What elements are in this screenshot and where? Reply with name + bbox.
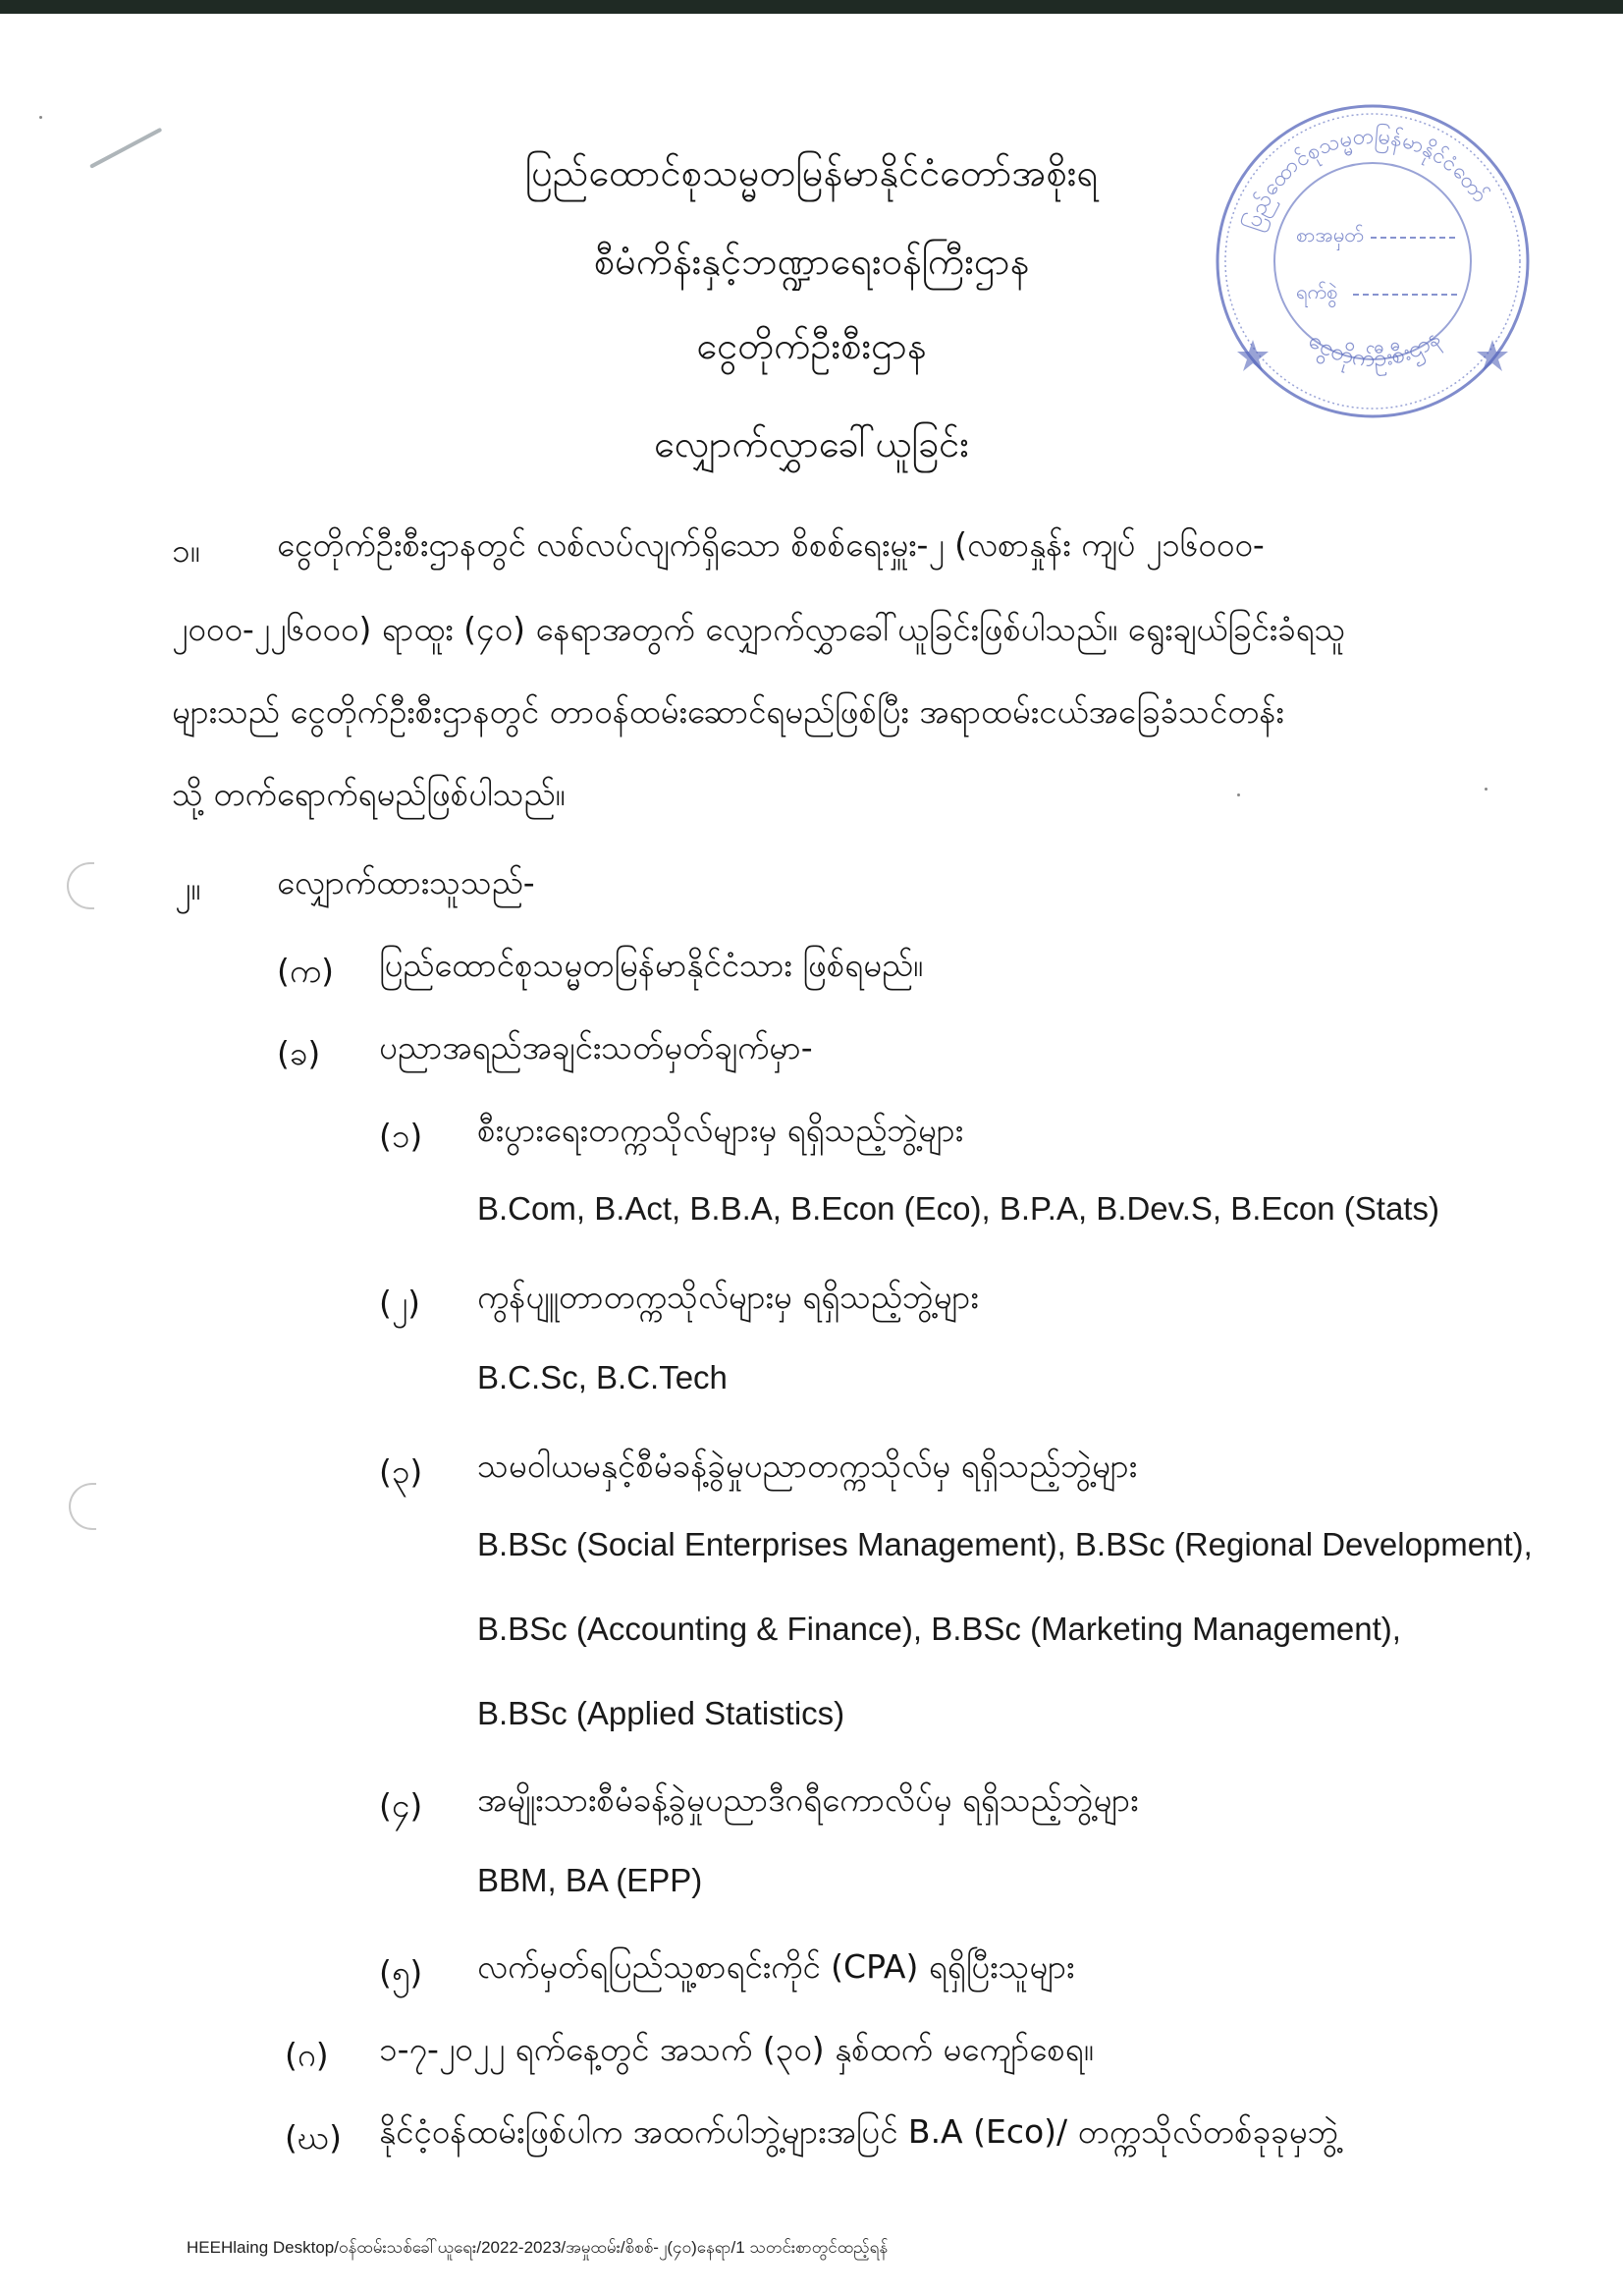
header-ministry: စီမံကိန်းနှင့်ဘဏ္ဍာရေးဝန်ကြီးဌာန [593,240,1030,283]
scan-speck [39,116,42,119]
seal-field-date: ရက်စွဲ [1296,280,1338,303]
item-b-text: ပညာအရည်အချင်းသတ်မှတ်ချက်မှာ- [379,1028,813,1066]
para1-line2: ၂၀၀၀-၂၂၆၀၀၀) ရာထူး (၄၀) နေရာအတွက် လျှောက်လွှာခေါ်ယူခြင်းဖြစ်ပါသည်။ ရွေးချယ်ခြင်းခံရသူ [172,610,1346,648]
item-c-label: (ဂ) [285,2036,329,2074]
item-c-text: ၁-၇-၂၀၂၂ ရက်နေ့တွင် အသက် (၃၀) နှစ်ထက် မကျော်စေရ။ [379,2030,1094,2068]
header-subject: လျှောက်လွှာခေါ်ယူခြင်း [654,422,969,465]
para2-number: ၂။ [175,869,201,907]
para1-line4: သို့ တက်ရောက်ရမည်ဖြစ်ပါသည်။ [172,775,566,813]
item-b1-text: စီးပွားရေးတက္ကသိုလ်များမှ ရရှိသည့်ဘွဲ့များ [477,1111,964,1149]
seal-field-ref: စာအမှတ် [1296,223,1364,246]
header-government: ပြည်ထောင်စုသမ္မတမြန်မာနိုင်ငံတော်အစိုးရ [524,151,1099,194]
item-b5-text: လက်မှတ်ရပြည်သူ့စာရင်းကိုင် (CPA) ရရှိပြီးသူများ [477,1947,1075,1986]
footer-file-path: HEEHlaing Desktop/ဝန်ထမ်းသစ်ခေါ်ယူရေး/2022-2023/အမှုထမ်း/စိစစ်-၂(၄၀)နေရာ/1 သတင်းစာတွင်ထည့်ရန် [187,2238,889,2257]
seal-ring-bottom-text: ငွေတိုက်ဦးစီးဌာန [1303,323,1446,373]
item-a-label: (က) [277,952,335,990]
item-a-text: ပြည်ထောင်စုသမ္မတမြန်မာနိုင်ငံသား ဖြစ်ရမည်။ [379,946,923,984]
para1-line1: ငွေတိုက်ဦးစီးဌာနတွင် လစ်လပ်လျက်ရှိသော စိစစ်ရေးမှူး-၂ (လစာနှုန်း ကျပ် ၂၁၆၀၀၀- [277,525,1265,564]
item-b4-degrees: BBM, BA (EPP) [477,1862,703,1898]
item-b1-degrees: B.Com, B.Act, B.B.A, B.Econ (Eco), B.P.A, B.Dev.S, B.Econ (Stats) [477,1190,1439,1227]
item-d-text: နိုင်ငံ့ဝန်ထမ်းဖြစ်ပါက အထက်ပါဘွဲ့များအပြင် B.A (Eco)/ တက္ကသိုလ်တစ်ခုခုမှဘွဲ့ [379,2112,1339,2151]
item-b4-text: အမျိုးသားစီမံခန့်ခွဲမှုပညာဒီဂရီကောလိပ်မှ ရရှိသည့်ဘွဲ့များ [477,1780,1139,1819]
item-b3-degrees-line1: B.BSc (Social Enterprises Management), B.BSc (Regional Development), [477,1526,1533,1562]
seal-ring-top-text: ပြည်ထောင်စုသမ္မတမြန်မာနိုင်ငံတော် [1240,124,1492,234]
item-b3-text: သမဝါယမနှင့်စီမံခန့်ခွဲမှုပညာတက္ကသိုလ်မှ ရရှိသည့်ဘွဲ့များ [477,1447,1138,1485]
para2-title: လျှောက်ထားသူသည်- [277,863,535,902]
item-b1-label: (၁) [379,1117,423,1155]
item-b3-degrees-line3: B.BSc (Applied Statistics) [477,1695,845,1731]
scan-speck [1237,793,1240,796]
punch-hole-mark [69,1483,96,1530]
para1-number: ၁။ [172,531,200,570]
item-b2-text: ကွန်ပျူတာတက္ကသိုလ်များမှ ရရှိသည့်ဘွဲ့များ [477,1278,979,1316]
item-d-label: (ဃ) [285,2118,342,2157]
scan-speck [1485,788,1488,791]
item-b4-label: (၄) [379,1786,423,1825]
item-b2-label: (၂) [379,1284,420,1322]
header-department: ငွေတိုက်ဦးစီးဌာန [696,324,927,367]
punch-hole-mark [67,862,94,909]
item-b-label: (ခ) [277,1034,321,1072]
item-b2-degrees: B.C.Sc, B.C.Tech [477,1359,728,1395]
item-b3-degrees-line2: B.BSc (Accounting & Finance), B.BSc (Marketing Management), [477,1611,1401,1647]
scan-top-border [0,0,1623,14]
item-b3-label: (၃) [379,1452,423,1491]
para1-line3: များသည် ငွေတိုက်ဦးစီးဌာနတွင် တာဝန်ထမ်းဆောင်ရမည်ဖြစ်ပြီး အရာထမ်းငယ်အခြေခံသင်တန်း [172,692,1284,731]
item-b5-label: (၅) [379,1953,423,1992]
